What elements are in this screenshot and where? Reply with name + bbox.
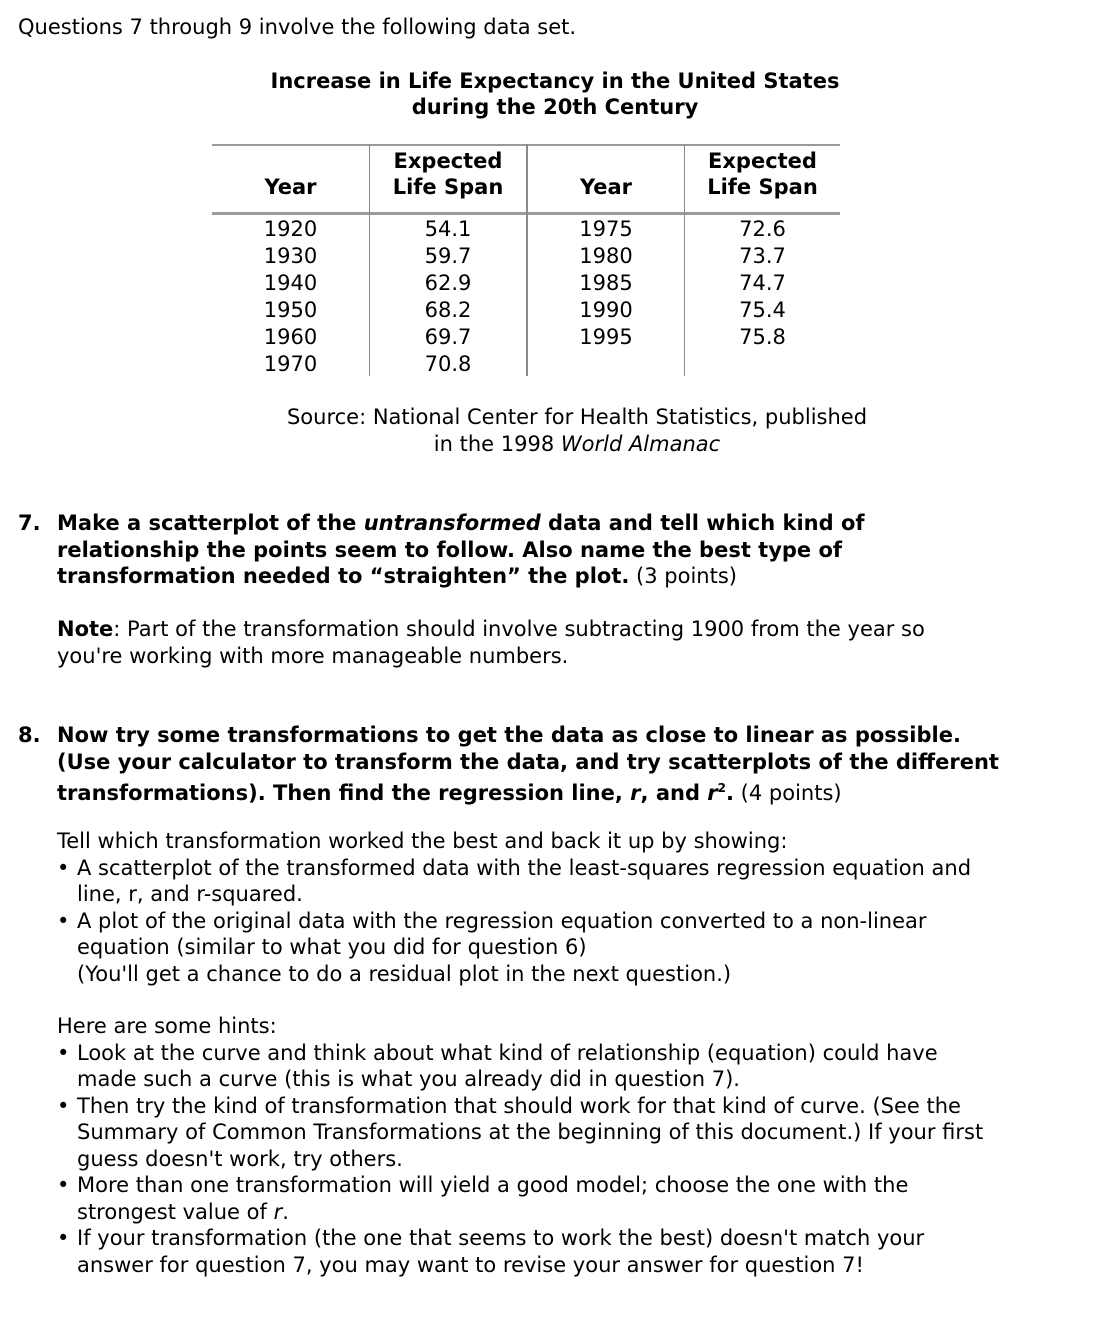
table-cell: 59.7 — [424, 244, 472, 268]
list-item: • More than one transformation will yield a good model; choose the one with the strongest value of r. — [57, 1172, 983, 1225]
hints-intro: Here are some hints: — [57, 1014, 277, 1038]
table-cell: 1960 — [263, 325, 318, 349]
hints-list — [57, 1040, 983, 1279]
question-8-number: 8. — [18, 723, 41, 747]
column-lifespan-right — [685, 216, 840, 351]
table-cell: 1970 — [263, 352, 318, 376]
table-source — [180, 404, 974, 458]
header-lifespan-right: Expected Life Span — [707, 149, 818, 199]
source-publication: World Almanac — [560, 432, 721, 456]
question-7-prompt: Make a scatterplot of the untransformed data and tell which kind of relationship the points seem to follow. Also name the best type of transformation needed to “straighten” the plot. (3 points) — [57, 511, 865, 588]
question-8-hints — [57, 1013, 983, 1278]
question-8-requirements — [57, 828, 971, 987]
source-line2: in the 1998 World Almanac — [433, 432, 721, 456]
table-cell: 54.1 — [424, 217, 472, 241]
list-item: • Then try the kind of transformation that should work for that kind of curve. (See the Summary of Common Transformations at the beginning of this document.) If your first guess doesn't work, try others. — [57, 1093, 983, 1173]
table-cell: 68.2 — [424, 298, 472, 322]
table-cell: 1920 — [263, 217, 318, 241]
intro-text: Questions 7 through 9 involve the following data set. — [18, 15, 577, 39]
table-title — [180, 68, 930, 120]
table-cell: 72.6 — [739, 217, 786, 241]
table-cell: 73.7 — [739, 244, 786, 268]
life-expectancy-table — [212, 144, 840, 376]
column-lifespan-left — [370, 216, 526, 378]
table-cell: 74.7 — [739, 271, 786, 295]
question-7-note: Note: Part of the transformation should involve subtracting 1900 from the year so you're working with more manageable numbers. — [57, 617, 925, 668]
table-cell: 1975 — [579, 217, 633, 241]
list-item: • A scatterplot of the transformed data with the least-squares regression equation and line, r, and r-squared. — [57, 855, 971, 908]
table-cell: 69.7 — [424, 325, 472, 349]
table-cell: 75.8 — [739, 325, 786, 349]
table-cell: 1930 — [263, 244, 318, 268]
question-8-prompt: Now try some transformations to get the data as close to linear as possible. (Use your calculator to transform the data, and try scatterplots of the different transformations). Then find the regression line, r, and $r^2$. (4 points) — [57, 723, 999, 805]
header-lifespan-left: Expected Life Span — [392, 149, 504, 199]
question-7-points: (3 points) — [629, 564, 737, 588]
list-item: • Look at the curve and think about what kind of relationship (equation) could have made such a curve (this is what you already did in question 7). — [57, 1040, 983, 1093]
table-cell: 1990 — [579, 298, 633, 322]
table-title-line2: during the 20th Century — [411, 95, 699, 119]
column-year-right — [528, 216, 684, 351]
column-year-left — [212, 216, 369, 378]
list-item: • If your transformation (the one that seems to work the best) doesn't match your answer for question 7, you may want to revise your answer for question 7! — [57, 1225, 983, 1278]
table-cell: 1940 — [263, 271, 318, 295]
table-title-line1: Increase in Life Expectancy in the United States — [270, 69, 840, 93]
table-cell: 1980 — [579, 244, 633, 268]
table-cell: 1950 — [263, 298, 318, 322]
table-cell: 75.4 — [739, 298, 786, 322]
source-line1: Source: National Center for Health Statistics, published — [286, 405, 868, 429]
requirements-intro: Tell which transformation worked the best and back it up by showing: — [57, 829, 788, 853]
question-8-points: (4 points) — [734, 781, 842, 805]
header-year-right: Year — [579, 175, 633, 199]
table-cell: 70.8 — [424, 352, 472, 376]
list-item: • A plot of the original data with the regression equation converted to a non-linear equation (similar to what you did for question 6) (You'll get a chance to do a residual plot in the next question.) — [57, 908, 971, 988]
table-cell: 1985 — [579, 271, 633, 295]
header-year-left: Year — [264, 175, 317, 199]
table-cell: 62.9 — [424, 271, 472, 295]
requirements-list — [57, 855, 971, 988]
note-label: Note — [57, 617, 114, 641]
question-7-number: 7. — [18, 511, 41, 535]
table-cell: 1995 — [579, 325, 633, 349]
